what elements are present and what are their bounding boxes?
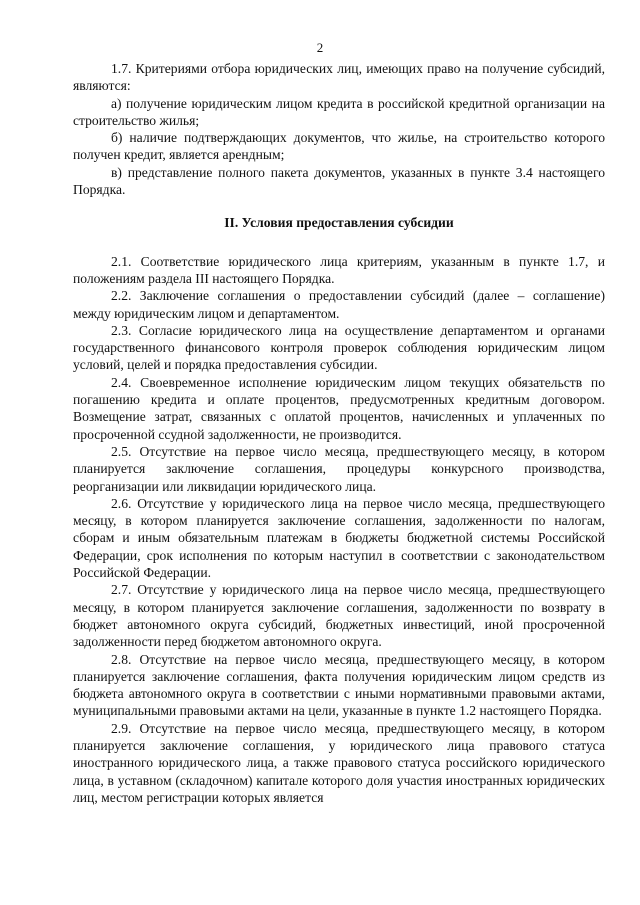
paragraph-2-5: 2.5. Отсутствие на первое число месяца, предшествующего месяцу, в котором планируется заключение соглашения, процедуры конкурсного производства, реорганизации или ликвидации юридического лица. xyxy=(73,443,605,494)
paragraph-2-4: 2.4. Своевременное исполнение юридическим лицом текущих обязательств по погашению кредита и оплате процентов, предусмотренных кредитным договором. Возмещение затрат, связанных с оплатой процентов, начисленных и уплаченных по просроченной ссудной задолженности, не производится. xyxy=(73,374,605,442)
paragraph-1-7-a: а) получение юридическим лицом кредита в российской кредитной организации на строительство жилья; xyxy=(73,95,605,128)
paragraph-2-7: 2.7. Отсутствие у юридического лица на первое число месяца, предшествующего месяцу, в котором планируется заключение соглашения, задолженности по возврату в бюджет автономного округа субсидий, бюджетных инвестиций, иной просроченной задолженности перед бюджетом автономного округа. xyxy=(73,582,605,650)
paragraph-2-2: 2.2. Заключение соглашения о предоставлении субсидий (далее – соглашение) между юридическим лицом и департаментом. xyxy=(73,288,605,321)
paragraph-2-3: 2.3. Согласие юридического лица на осуществление департаментом и органами государственного финансового контроля проверок соблюдения юридическим лицом условий, целей и порядка предоставления субсидии. xyxy=(73,322,605,373)
section-heading: II. Условия предоставления субсидии xyxy=(224,215,454,231)
paragraph-2-6: 2.6. Отсутствие у юридического лица на первое число месяца, предшествующего месяцу, в котором планируется заключение соглашения, задолженности по налогам, сборам и иным обязательным платежам в бюджеты бюджетной системы Российской Федерации, срок исполнения по которым наступил в соответствии с законодательством Российской Федерации. xyxy=(73,495,605,581)
paragraph-1-7-c: в) представление полного пакета документов, указанных в пункте 3.4 настоящего Порядка. xyxy=(73,164,605,198)
document-body xyxy=(73,60,605,806)
paragraph-2-9: 2.9. Отсутствие на первое число месяца, предшествующего месяцу, в котором планируется заключение соглашения, у юридического лица правового статуса иностранного юридического лица, а также правового статуса российского юридического лица, в уставном (складочном) капитале которого доля участия иностранных юридических лиц, местом регистрации которых является xyxy=(73,720,605,805)
paragraph-1-7: 1.7. Критериями отбора юридических лиц, имеющих право на получение субсидий, являются: xyxy=(73,61,605,94)
paragraph-1-7-b: б) наличие подтверждающих документов, что жилье, на строительство которого получен кредит, является арендным; xyxy=(73,130,605,163)
paragraph-2-1: 2.1. Соответствие юридического лица критериям, указанным в пункте 1.7, и положениям раздела III настоящего Порядка. xyxy=(73,253,605,286)
page-number: 2 xyxy=(316,40,324,55)
paragraph-2-8: 2.8. Отсутствие на первое число месяца, предшествующего месяцу, в котором планируется заключение соглашения, факта получения юридическим лицом средств из бюджета автономного округа в соответствии с иными нормативными правовыми актами, муниципальными правовыми актами на цели, указанные в пункте 1.2 настоящего Порядка. xyxy=(73,651,605,719)
